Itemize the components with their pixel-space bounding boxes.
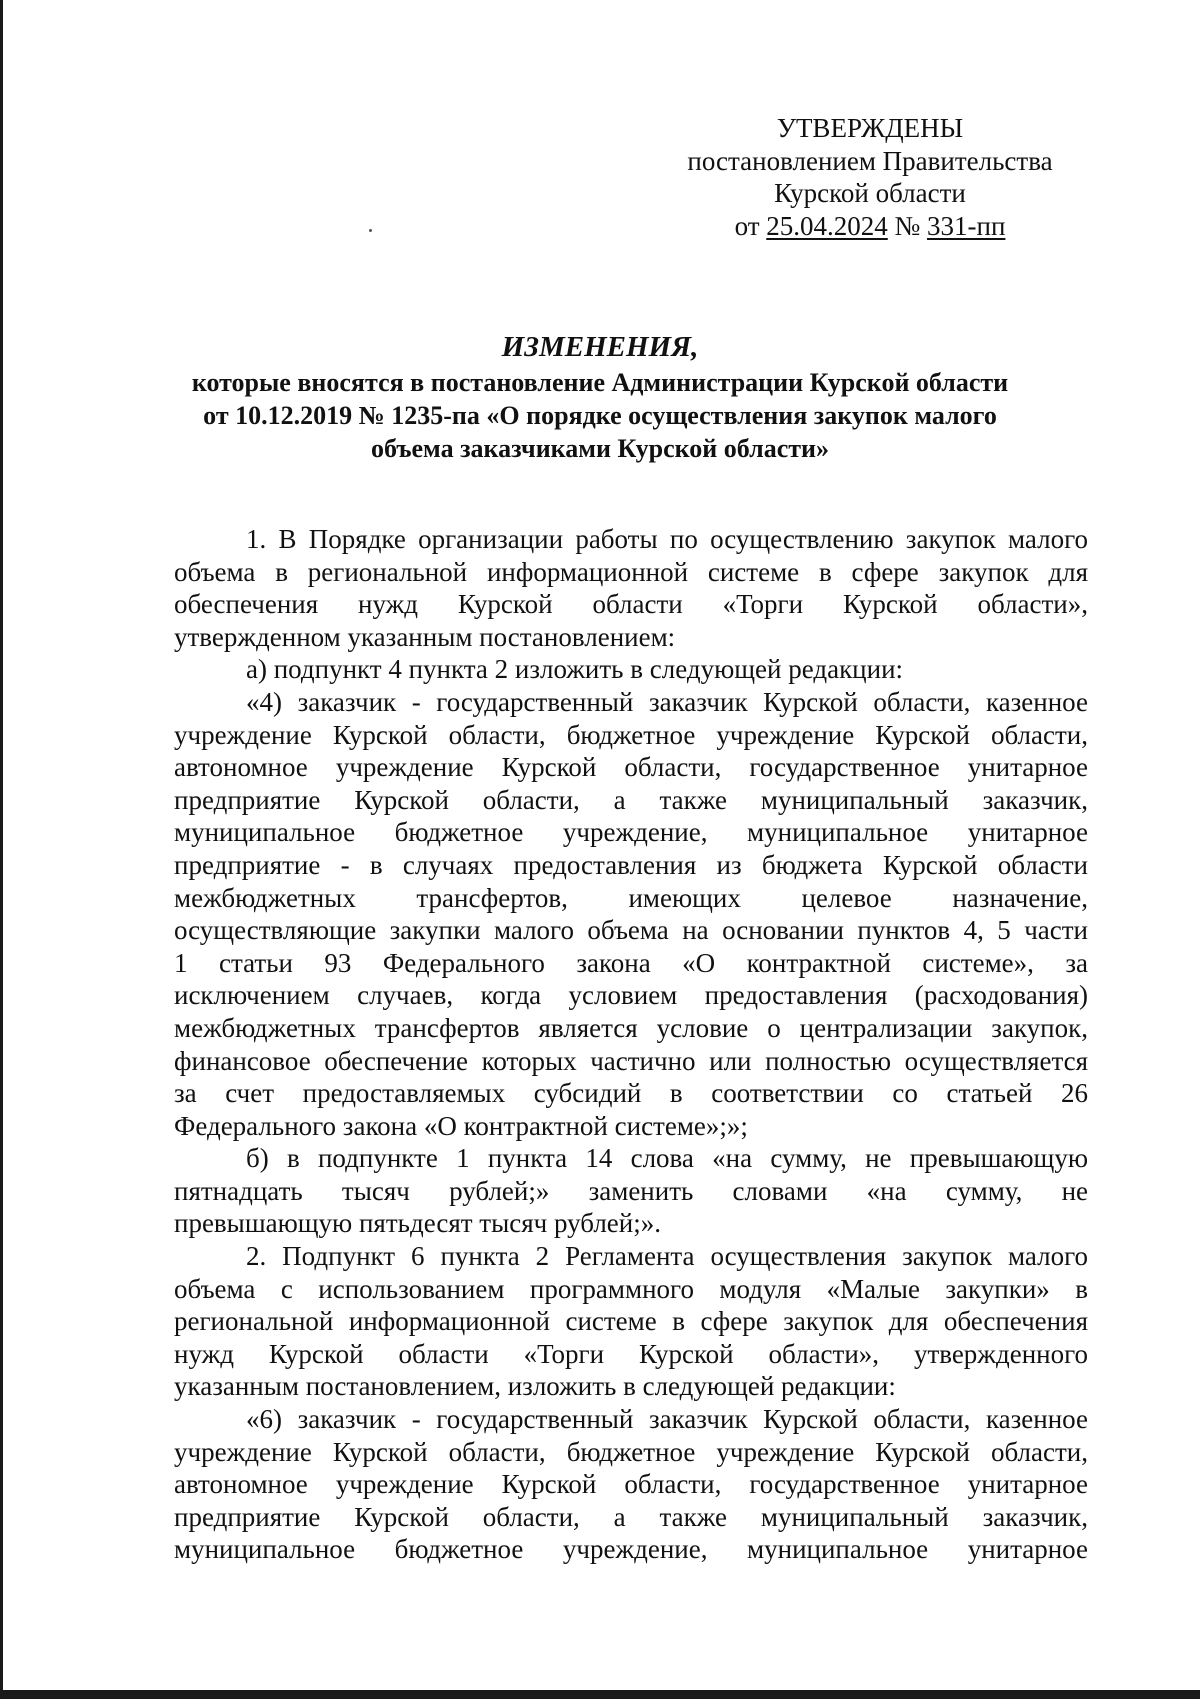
body-line: утвержденном указанным постановлением: [174,621,676,652]
body-line: 2. Подпункт 6 пункта 2 Регламента осуществления закупок малого [246,1241,1088,1272]
body-line: «6) заказчик - государственный заказчик Курской области, казенное [246,1404,1088,1435]
document-body [174,523,1088,1566]
body-line: превышающую пятьдесят тысяч рублей;». [174,1208,661,1239]
body-line: муниципальное бюджетное учреждение, муниципальное унитарное [174,817,1088,848]
title-subtitle-line-2: от 10.12.2019 № 1235-па «О порядке осуществления закупок малого [203,401,997,430]
approval-number-prefix: № [887,210,928,241]
approval-region: Курской области [774,178,966,208]
body-line: предприятие Курской области, а также муниципальный заказчик, [174,1501,1088,1532]
body-line: исключением случаев, когда условием предоставления (расходования) [174,980,1088,1011]
body-line: пятнадцать тысяч рублей;» заменить словами «на сумму, не [174,1175,1088,1206]
body-line: муниципальное бюджетное учреждение, муниципальное унитарное [174,1534,1088,1565]
body-line: межбюджетных трансфертов является условие о централизации закупок, [174,1012,1088,1043]
approval-title: УТВЕРЖДЕНЫ [776,113,964,143]
body-line: осуществляющие закупки малого объема на основании пунктов 4, 5 части [174,915,1088,946]
body-line: за счет предоставляемых субсидий в соответствии со статьей 26 [174,1078,1088,1109]
approval-issuer: постановлением Правительства [687,145,1053,176]
body-line: учреждение Курской области, бюджетное учреждение Курской области, [174,719,1088,750]
body-line: б) в подпункте 1 пункта 14 слова «на сумму, не превышающую [246,1143,1088,1174]
body-line: межбюджетных трансфертов, имеющих целевое назначение, [174,882,1088,913]
scan-speck [369,229,372,232]
body-line: Федерального закона «О контрактной системе»;»; [174,1110,748,1141]
body-line: обеспечения нужд Курской области «Торги Курской области», [174,589,1088,620]
document-title [160,330,1040,465]
approval-number: 331-пп [927,210,1006,241]
body-line: учреждение Курской области, бюджетное учреждение Курской области, [174,1436,1088,1467]
approval-date-prefix: от [734,210,767,241]
body-line: объема с использованием программного модуля «Малые закупки» в [174,1273,1088,1304]
title-subtitle-line-1: которые вносятся в постановление Администрации Курской области [191,368,1009,397]
scan-edge-left [0,0,3,1699]
body-line: региональной информационной системе в сфере закупок для обеспечения [174,1306,1088,1337]
body-line: финансовое обеспечение которых частично или полностью осуществляется [174,1045,1088,1076]
body-line: 1. В Порядке организации работы по осуществлению закупок малого [246,524,1088,554]
body-line: нужд Курской области «Торги Курской области», утвержденного [174,1338,1088,1369]
body-line: предприятие Курской области, а также муниципальный заказчик, [174,784,1088,815]
body-line: 1 статьи 93 Федерального закона «О контрактной системе», за [174,947,1088,978]
body-line: а) подпункт 4 пункта 2 изложить в следующей редакции: [246,654,904,685]
body-line: указанным постановлением, изложить в следующей редакции: [174,1371,896,1402]
body-line: «4) заказчик - государственный заказчик Курской области, казенное [246,686,1088,717]
body-line: автономное учреждение Курской области, государственное унитарное [174,752,1088,783]
body-line: объема в региональной информационной системе в сфере закупок для [174,556,1088,587]
title-subtitle-line-3: объема заказчиками Курской области» [370,434,830,463]
scan-edge-bottom [0,1690,1200,1699]
body-line: предприятие - в случаях предоставления из бюджета Курской области [174,849,1088,880]
approval-date: 25.04.2024 [766,210,888,241]
approval-block [660,112,1080,242]
title-heading: ИЗМЕНЕНИЯ, [501,331,699,363]
body-line: автономное учреждение Курской области, государственное унитарное [174,1469,1088,1500]
approval-date-line [660,210,1080,243]
